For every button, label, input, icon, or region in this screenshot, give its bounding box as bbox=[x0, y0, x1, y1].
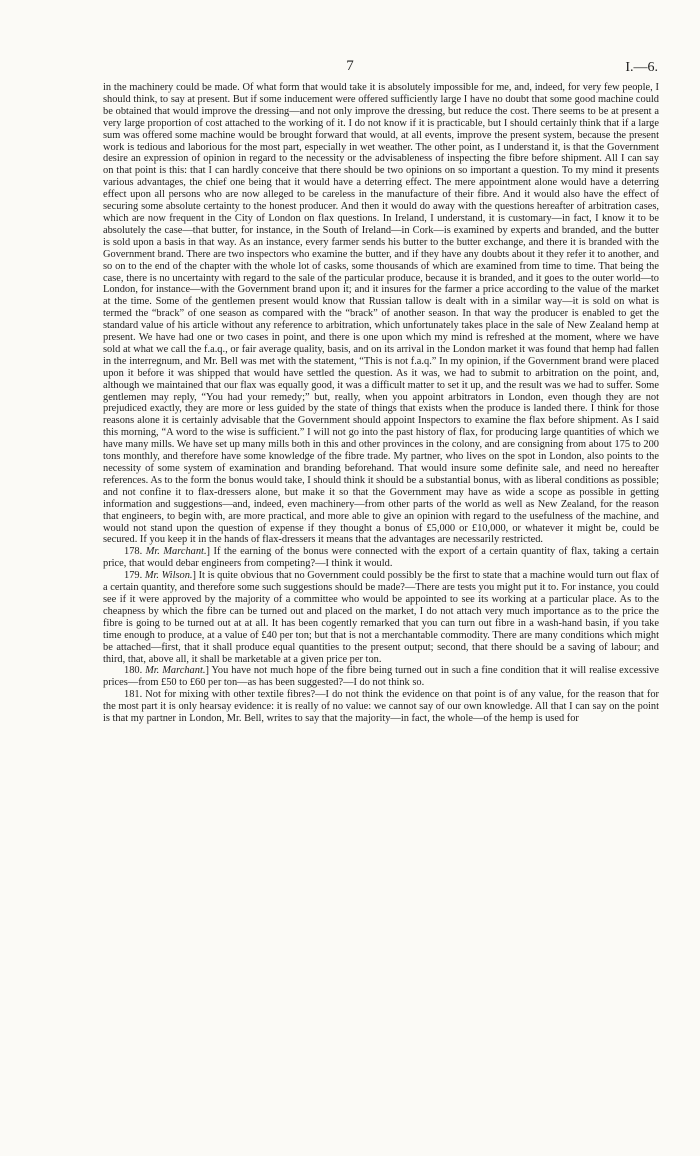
question-179 bbox=[103, 570, 659, 665]
question-text: Not for mixing with other textile fibres?—I do not think the evidence on that point is of any value, for the reason that for the most part it is only hearsay evidence: it is really of no value: we cannot say of our own knowledge. All that I can say on the point is that my partner in London, Mr. Bell, writes to say that the majority—in fact, the whole—of the hemp is used for bbox=[103, 689, 659, 725]
body-text bbox=[103, 82, 659, 725]
question-number: 180. bbox=[124, 665, 143, 677]
page-number: 7 bbox=[346, 58, 354, 74]
question-text: ] You have not much hope of the fibre being turned out in such a fine condition that it will realise excessive prices—from £50 to £60 per ton—as has been suggested?—I do not think so. bbox=[103, 665, 659, 689]
question-number: 178. bbox=[124, 546, 143, 558]
speaker-name: Mr. Marchant. bbox=[145, 665, 206, 677]
speaker-name: Mr. Wilson. bbox=[144, 570, 193, 582]
question-180 bbox=[103, 665, 659, 689]
document-reference: I.—6. bbox=[625, 60, 658, 75]
question-number: 179. bbox=[124, 570, 143, 582]
question-181 bbox=[103, 689, 659, 725]
question-178 bbox=[103, 546, 659, 570]
opening-paragraph: in the machinery could be made. Of what form that would take it is absolutely impossible for me, and, indeed, for very few people, I should think, to say at present. But if some inducement were offered sufficiently large I have no doubt that some good machine could be obtained that would improve the dressing—and not only improve the dressing, but reduce the cost. There seems to be at present a very large proportion of cost attached to the working of it. I do not know if it is practicable, but I should certainly think that if a large sum was offered some machine would be brought forward that would, at all events, improve the present system, because the present work is tedious and laborious for the most part, especially in wet weather. The other point, as I understand it, is that the Government desire an expression of opinion in regard to the necessity or the advisableness of inspecting the fibre before shipment. All I can say on that point is this: that I can hardly conceive that there should be two opinions on so important a question. To my mind it presents various advantages, the chief one being that it would have a deterring effect. The mere appointment alone would have a deterring effect upon all persons who are now alleged to be careless in the manufacture of their fibre. And it would also have the effect of securing some absolute certainty to the honest producer. And then it would do away with the questions hereafter of arbitration cases, which are now frequent in the City of London on flax questions. In Ireland, I understand, it is customary—in fact, I know it to be absolutely the case—that butter, for instance, in the South of Ireland—in Cork—is examined by experts and branded, and the butter is sold upon a basis in that way. As an instance, every farmer sends his butter to the butter exchange, and there it is branded with the Government brand. There are two inspectors who examine the butter, and if they have any doubts about it they refer it to another, and so on to the end of the chapter with the whole lot of casks, some thousands of which are examined from time to time. That being the case, there is no uncertainty with regard to the sale of the particular produce, because it is branded, and it goes to the outer world—to London, for instance—with the Government brand upon it; and it insures for the farmer a price according to the value of the market at the time. Some of the gentlemen present would know that Russian tallow is dealt with in a similar way—it is sold on what is termed the “brack” of one season as compared with the “brack” of another season. In that way the producer is enabled to get the standard value of his article without any reference to arbitration, which unfortunately takes place in the sale of New Zealand hemp at present. We have had one or two cases in point, and there is one upon which my mind is refreshed at the moment, where we have sold at what we call the f.a.q., or fair average quality, basis, and on its arrival in the London market it was found that hemp had fallen in the interregnum, and Mr. Bell was met with the statement, “This is not f.a.q.” In my opinion, if the Government brand were placed upon it before it was shipped that would have settled the question. As it was, we had to submit to arbitration on the point, and, although we maintained that our flax was equally good, it was a difficult matter to set it up, and the result was we had to suffer. Some gentlemen may reply, “You had your remedy;” but, really, when you appoint arbitrators in London, even though they are not prejudiced exactly, they are more or less guided by the state of things that exists when the produce is landed there. I think for those reasons alone it is certainly advisable that the Government should appoint Inspectors to examine the flax before shipment. As I said this morning, “A word to the wise is sufficient.” I will not go into the past history of flax, for producing large quantities of which we have many mills. We have set up many mills both in this and other provinces in the colony, and are consigning from about 175 to 200 tons monthly, and therefore have some knowledge of the fibre trade. My partner, who lives on the spot in London, also points to the necessity of some system of examination and branding beforehand. That would insure some definite sale, and need no hereafter references. As to the form the bonus would take, I should think it should be a substantial bonus, with as liberal conditions as possible; and not confine it to flax-dressers alone, but make it so that the Government may have as wide a scope as possible in getting information and suggestions—and, indeed, even machinery—from other parts of the world as well as New Zealand, for the reason that engineers, to begin with, are more practical, and more able to give an opinion with regard to the usefulness of the machine, and would not stand upon the question of expense if they thought a bonus of £5,000 or £10,000, or whatever it might be, could be secured. If you keep it in the hands of flax-dressers it means that the advantages are necessarily restricted. bbox=[103, 82, 659, 546]
question-text: ] It is quite obvious that no Government could possibly be the first to state that a machine would turn out flax of a certain quantity, and therefore some such suggestions should be made?—There are tests you might put it to. For instance, you could see if it were approved by the majority of a committee who would be appointed to see its working at a particular place. As to the cheapness by which the fibre can be turned out and placed on the market, I do not attach very much importance as to the price the fibre is going to be turned out at at all. It has been cogently remarked that you can turn out fibre in a wash-hand basin, if you take time enough to produce, at a value of £40 per ton; but that is not a merchantable commodity. There are many conditions which might be attached—first, that it shall produce equal quantities to the present output; second, that there should be a saving of labour; and third, that, above all, it shall be marketable at a given price per ton. bbox=[103, 570, 659, 665]
speaker-name: Mr. Marchant. bbox=[145, 546, 207, 558]
question-text: ] If the earning of the bonus were connected with the export of a certain quantity of flax, taking a certain price, that would debar engineers from competing?—I think it would. bbox=[103, 546, 659, 570]
question-number: 181. bbox=[124, 689, 143, 701]
